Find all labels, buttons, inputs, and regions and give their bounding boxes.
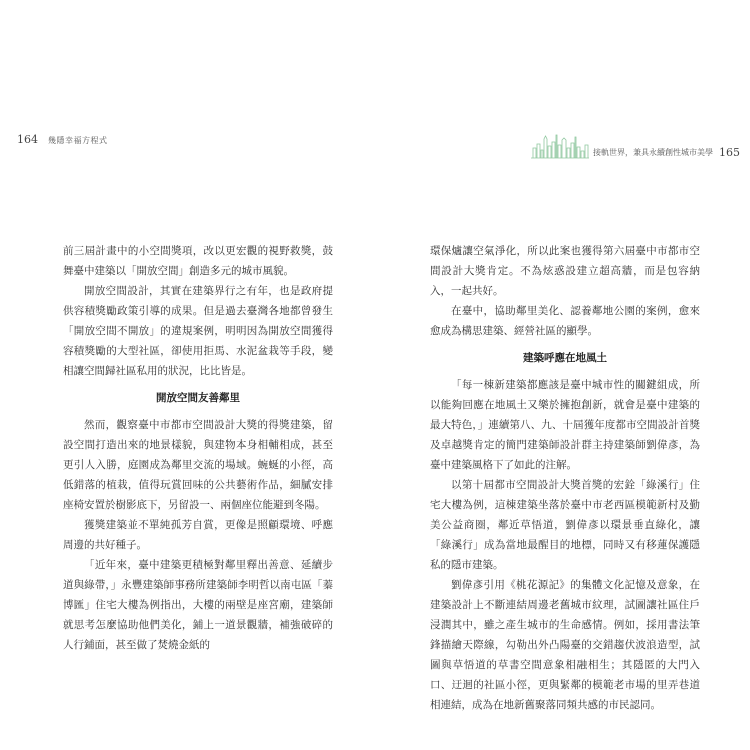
left-page-number: 164: [17, 133, 38, 146]
body-paragraph: 「每一棟新建築都應該是臺中城市性的關鍵組成，所以能夠回應在地風土又樂於擁抱創新，就會是臺中建築的最大特色，」連續第八、九、十屆獲年度都市空間設計首獎及卓越獎肯定的簡門建築師設計群主持建築師劉偉彥，為臺中建築風格下了如此的注解。: [430, 379, 700, 471]
body-paragraph: 獲獎建築並不單純孤芳自賞，更像是照顧環境、呼應周邊的共好種子。: [63, 519, 333, 551]
body-paragraph: 以第十屆都市空間設計大獎首獎的宏銓「綠溪行」住宅大樓為例，這棟建築坐落於臺中市老西區模範新村及勤美公益商圈，鄰近草悟道，劉偉彥以環景垂直綠化，讓「綠溪行」成為當地最醒目的地標，同時又有移蓮保護隱私的隱市建築。: [430, 479, 700, 571]
body-paragraph: 前三屆計畫中的小空間獎項，改以更宏觀的視野救獎，鼓舞臺中建築以「開放空間」創造多元的城市風貌。: [63, 245, 333, 277]
body-paragraph: 「近年來，臺中建築更積極對鄰里釋出善意、延續步道與綠帶，」永豐建築師事務所建築師李明哲以南屯區「蓁博匯」住宅大樓為例指出，大樓的兩壁是座宮廟，建築師就思考怎麼協助他們美化，鋪上一道景觀牆，補強破碎的人行鋪面，甚至做了焚燒金紙的: [63, 559, 333, 651]
body-paragraph: 然而，觀察臺中市都市空間設計大獎的得獎建築，留設空間打造出來的地景樣貌，與建物本身相輔相成，甚至更引人入勝，庭園成為鄰里交流的場域。蜿蜒的小徑，高低錯落的植栽，值得玩賞回味的公共藝術作品，細膩安排座椅安置於樹影底下，另留設一、兩個座位能避到冬陽。: [63, 419, 333, 511]
right-page: [375, 0, 750, 750]
city-skyline-icon: [531, 133, 589, 159]
right-text-block: [430, 241, 700, 715]
left-running-title: 幾隱幸福方程式: [48, 136, 108, 145]
right-running-title: 接軌世界，兼具永續創性城市美學: [593, 148, 713, 157]
left-running-head: [17, 133, 108, 146]
body-paragraph: 在臺中，協助鄰里美化、認養鄰地公園的案例，愈來愈成為構思建築、經營社區的顯學。: [430, 305, 700, 337]
section-heading: 開放空間友善鄰里: [156, 392, 240, 404]
right-running-head: [531, 133, 740, 159]
body-paragraph: 環保爐讓空氣淨化，所以此案也獲得第六屆臺中市都市空間設計大獎肯定。不為炫惑設建立超高牆，而是包容納入，一起共好。: [430, 245, 700, 297]
body-paragraph: 劉偉彥引用《桃花源記》的集體文化記憶及意象，在建築設計上不斷連結周邊老舊城市紋理，試圖讓社區住戶浸潤其中，雖之產生城市的生命感情。例如，採用書法筆鋒描繪天際線，勾勒出外凸陽臺的交錯趨伏波浪造型，試圖與草悟道的草書空間意象相融相生；其隱匿的大門入口、迂迴的社區小徑，更與緊鄰的模範老市場的里弄巷道相連結，成為在地新舊聚落同頻共感的市民認同。: [430, 579, 700, 711]
left-text-block: [63, 241, 333, 655]
section-heading: 建築呼應在地風土: [523, 352, 607, 364]
body-paragraph: 開放空間設計，其實在建築界行之有年，也是政府提供容積獎勵政策引導的成果。但是過去臺灣各地都曾發生「開放空間不開放」的違規案例，明明因為開放空間獲得容積獎勵的大型社區，卻使用拒馬、水泥盆栽等手段，變相讓空間歸社區私用的狀況，比比皆是。: [63, 285, 333, 377]
right-page-number: 165: [719, 146, 740, 159]
